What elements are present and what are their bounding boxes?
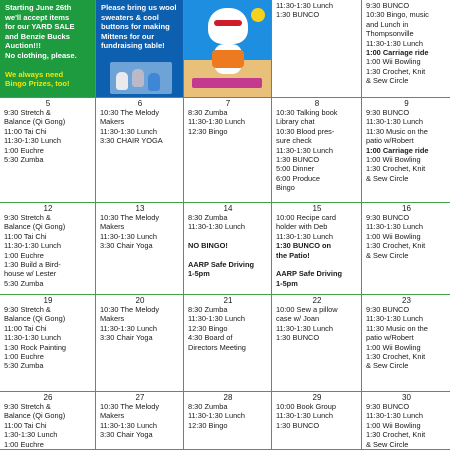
event-line: 5:30 Zumba — [4, 361, 44, 371]
event-line: 10:30 The Melody — [100, 305, 160, 314]
event-line: 8:30 Zumba — [188, 108, 228, 117]
event-line: 11:00 Tai Chi — [4, 420, 47, 430]
event-line: 11:30-1:30 Lunch — [366, 314, 423, 324]
event-line: 11:30-1:30 Lunch — [366, 38, 423, 48]
day-cell-thu-week0 — [272, 0, 362, 98]
event-line: 11:30-1:30 Lunch — [188, 117, 245, 127]
event-line: 8:30 Zumba — [188, 402, 228, 411]
event-line: 1:30 Crochet, Knit — [366, 430, 426, 440]
day-cell-tue — [96, 392, 184, 450]
event-line: 1:30 Rock Painting — [4, 342, 67, 352]
day-number: 19 — [43, 296, 53, 305]
event-line: 1:00 Euchre — [4, 352, 44, 362]
event-line: 10:30 Talking book — [276, 108, 338, 117]
sunglasses-shape — [214, 20, 242, 26]
event-line: 3:30 Chair Yoga — [100, 333, 153, 343]
mitten-icon — [116, 72, 128, 90]
event-line: 9:30 BUNCO — [366, 305, 410, 314]
promo-line: we'll accept items — [5, 12, 70, 22]
day-cell-tue — [96, 295, 184, 392]
day-cell-thu — [272, 98, 362, 203]
event-line: 1-5pm — [276, 278, 298, 288]
mittens-promo — [96, 0, 184, 98]
day-cell-mon — [0, 203, 96, 295]
event-line — [276, 260, 358, 269]
promo-line: Please bring us wool — [101, 3, 177, 12]
event-line: Balance (Qi Gong) — [4, 314, 66, 324]
day-cell-mon — [0, 98, 96, 203]
day-cell-mon — [0, 392, 96, 450]
event-line: 11:30-1:30 Lunch — [276, 1, 333, 10]
event-line: 11:30-1:30 Lunch — [366, 222, 423, 232]
day-cell-fri — [362, 392, 450, 450]
event-line: 1:00 Wii Bowling — [366, 420, 421, 430]
day-cell-fri — [362, 203, 450, 295]
event-line: 11:30-1:30 Lunch — [100, 420, 157, 430]
event-line: Library chat — [276, 117, 315, 127]
event-line: 6:00 Produce — [276, 173, 320, 183]
day-cell-wed — [184, 203, 272, 295]
event-line: Balance (Qi Gong) — [4, 117, 66, 127]
event-line: NO BINGO! — [188, 241, 228, 251]
event-line: & Sew Circle — [366, 76, 409, 86]
event-line — [188, 232, 268, 241]
event-line: 12:30 Bingo — [188, 126, 228, 136]
event-line: 1:30 Crochet, Knit — [366, 66, 426, 76]
day-cell-thu — [272, 203, 362, 295]
event-line: 5:30 Zumba — [4, 155, 44, 165]
event-line: 4:30 Board of — [188, 333, 233, 343]
event-line: 5:00 Dinner — [276, 164, 315, 174]
promo-line: Auction!!! — [5, 41, 41, 51]
day-cell-fri — [362, 98, 450, 203]
event-line: 9:30 BUNCO — [366, 108, 410, 117]
event-line: 11:30-1:30 Lunch — [4, 241, 61, 251]
day-number: 14 — [223, 204, 233, 213]
promo-line: buttons for making — [101, 22, 170, 32]
event-line: 1:30 Build a Bird- — [4, 260, 61, 270]
event-line: 3:30 Chair Yoga — [100, 241, 153, 251]
towel-shape — [192, 78, 262, 88]
day-number: 27 — [135, 393, 145, 402]
event-line: Makers — [100, 411, 125, 421]
day-number: 6 — [137, 99, 143, 108]
day-cell-tue — [96, 203, 184, 295]
event-line: Makers — [100, 314, 125, 324]
event-line: 1:30 Crochet, Knit — [366, 164, 426, 174]
day-number: 20 — [135, 296, 145, 305]
event-line: 11:00 Tai Chi — [4, 126, 47, 136]
event-line: 1-5pm — [188, 269, 210, 279]
event-line: AARP Safe Driving — [188, 260, 254, 270]
event-line: 3:30 CHAIR YOGA — [100, 136, 163, 146]
event-line: 9:30 Stretch & — [4, 213, 51, 222]
event-line: 8:30 Zumba — [188, 305, 228, 314]
mitten-icon — [148, 73, 160, 91]
event-line: & Sew Circle — [366, 250, 409, 260]
day-number: 7 — [225, 99, 231, 108]
event-line: 11:30 Music on the — [366, 323, 428, 333]
event-line: 9:30 Stretch & — [4, 305, 51, 314]
promo-line: for our YARD SALE — [5, 22, 75, 32]
event-line: Thompsonville — [366, 29, 414, 39]
event-line: patio w/Robert — [366, 333, 414, 343]
event-line: holder with Deb — [276, 222, 328, 232]
event-line: 1:30 BUNCO — [276, 10, 320, 20]
event-line: 9:30 BUNCO — [366, 1, 410, 10]
event-line: 10:30 Blood pres- — [276, 126, 335, 136]
promo-line: Starting June 26th — [5, 3, 72, 12]
day-cell-fri-week0 — [362, 0, 450, 98]
event-line: 1:00 Euchre — [4, 250, 44, 260]
event-line: 9:30 BUNCO — [366, 402, 410, 411]
event-line — [188, 251, 268, 260]
day-number: 12 — [43, 204, 53, 213]
bingo-prizes-line: Bingo Prizes, too! — [5, 79, 70, 89]
event-line: 10:30 The Melody — [100, 402, 160, 411]
promo-line: Mittens for our — [101, 31, 155, 41]
event-line: 11:30-1:30 Lunch — [188, 222, 245, 232]
event-line: 8:30 Zumba — [188, 213, 228, 222]
event-line: 11:30 Music on the — [366, 126, 428, 136]
day-number: 26 — [43, 393, 53, 402]
event-line: 3:30 Chair Yoga — [100, 430, 153, 440]
bingo-prizes-line: We always need — [5, 69, 64, 79]
event-line: 1:00 Wii Bowling — [366, 155, 421, 165]
event-line: 10:00 Sew a pillow — [276, 305, 338, 314]
event-line: 1:30 Crochet, Knit — [366, 352, 426, 362]
event-line: 10:30 The Melody — [100, 108, 160, 117]
event-line: Bingo — [276, 183, 295, 193]
event-line: 1:30 BUNCO — [276, 155, 320, 165]
event-line: 11:30-1:30 Lunch — [276, 323, 333, 333]
event-line: 9:30 BUNCO — [366, 213, 410, 222]
event-line: Directors Meeting — [188, 342, 246, 352]
event-line: Makers — [100, 117, 125, 127]
day-number: 22 — [312, 296, 322, 305]
day-number: 23 — [402, 296, 411, 305]
day-number: 8 — [314, 99, 320, 108]
event-line: case w/ Joan — [276, 314, 320, 324]
event-line: 1:30 BUNCO — [276, 333, 320, 343]
event-line: 11:00 Tai Chi — [4, 323, 47, 333]
promo-line: sweaters & cool — [101, 12, 159, 22]
day-number: 28 — [223, 393, 233, 402]
day-cell-wed — [184, 392, 272, 450]
event-line: 11:30-1:30 Lunch — [276, 145, 333, 155]
event-line: 11:30-1:30 Lunch — [4, 333, 61, 343]
event-line: 1:30 Crochet, Knit — [366, 241, 426, 251]
event-line: 5:30 Zumba — [4, 278, 44, 288]
sun-icon — [251, 8, 265, 22]
event-line: 10:30 The Melody — [100, 213, 160, 222]
event-line: 1:00 Euchre — [4, 145, 44, 155]
promo-line: fundraising table! — [101, 41, 165, 51]
day-cell-thu — [272, 392, 362, 450]
day-number: 29 — [312, 393, 322, 402]
day-number: 15 — [312, 204, 322, 213]
event-line: and Lunch in — [366, 19, 409, 29]
event-line: 10:00 Recipe card — [276, 213, 336, 222]
event-line: 11:30-1:30 Lunch — [100, 126, 157, 136]
event-line: 11:30-1:30 Lunch — [188, 411, 245, 421]
event-line: patio w/Robert — [366, 136, 414, 146]
event-line: 1:30 BUNCO on — [276, 241, 332, 251]
day-number: 13 — [135, 204, 145, 213]
snoopy-illustration — [184, 0, 272, 98]
event-line: 9:30 Stretch & — [4, 108, 51, 117]
event-line: 1:00 Carriage ride — [366, 145, 429, 155]
day-number: 16 — [402, 204, 411, 213]
day-cell-tue — [96, 98, 184, 203]
event-line: Balance (Qi Gong) — [4, 222, 66, 232]
event-line: 11:30-1:30 Lunch — [100, 323, 157, 333]
snoopy-head-shape — [208, 8, 248, 44]
event-line: the Patio! — [276, 250, 310, 260]
event-line: 12:30 Bingo — [188, 323, 228, 333]
event-line: 9:30 Stretch & — [4, 402, 51, 411]
event-line: 1:30-1:30 Lunch — [4, 430, 58, 440]
yard-sale-promo — [0, 0, 96, 98]
event-line: 11:00 Tai Chi — [4, 231, 47, 241]
mitten-icon — [132, 69, 144, 87]
day-cell-wed — [184, 295, 272, 392]
day-cell-wed — [184, 98, 272, 203]
event-line: & Sew Circle — [366, 439, 409, 449]
event-line: 10:30 Bingo, music — [366, 10, 429, 20]
promo-line: and Benzie Bucks — [5, 31, 70, 41]
event-line: 11:30-1:30 Lunch — [366, 117, 423, 127]
event-line: 1:00 Wii Bowling — [366, 57, 421, 67]
event-line: 11:30-1:30 Lunch — [276, 411, 333, 421]
event-line: & Sew Circle — [366, 173, 409, 183]
event-line: 11:30-1:30 Lunch — [100, 231, 157, 241]
day-number: 30 — [402, 393, 411, 402]
day-number: 5 — [45, 99, 51, 108]
event-line: 11:30-1:30 Lunch — [188, 314, 245, 324]
event-line: 11:30-1:30 Lunch — [366, 411, 423, 421]
day-number: 21 — [223, 296, 233, 305]
event-line: Makers — [100, 222, 125, 232]
event-line: 1:00 Wii Bowling — [366, 342, 421, 352]
event-line: 1:30 BUNCO — [276, 420, 320, 430]
shirt-shape — [212, 50, 244, 68]
event-line: AARP Safe Driving — [276, 269, 342, 279]
event-line: house w/ Lester — [4, 269, 57, 279]
promo-line: No clothing, please. — [5, 50, 77, 60]
event-line: 11:30-1:30 Lunch — [276, 231, 333, 241]
event-line: sure check — [276, 136, 312, 146]
event-line: 1:00 Euchre — [4, 439, 44, 449]
event-line: 12:30 Bingo — [188, 420, 228, 430]
day-cell-thu — [272, 295, 362, 392]
event-line: 11:30-1:30 Lunch — [4, 136, 61, 146]
event-line: 1:00 Carriage ride — [366, 48, 429, 58]
event-line: 10:00 Book Group — [276, 402, 336, 411]
event-line: 1:00 Wii Bowling — [366, 231, 421, 241]
event-line: & Sew Circle — [366, 361, 409, 371]
day-cell-mon — [0, 295, 96, 392]
event-line: Balance (Qi Gong) — [4, 411, 66, 421]
day-cell-fri — [362, 295, 450, 392]
mittens-photo — [110, 62, 172, 94]
day-number: 9 — [404, 99, 409, 108]
